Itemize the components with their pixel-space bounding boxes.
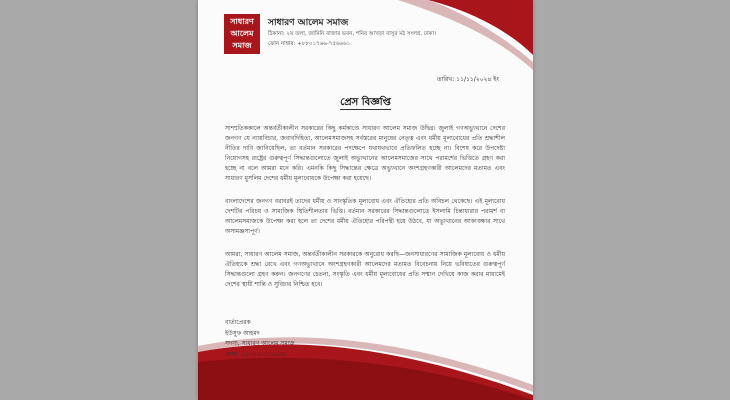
signature-name: ইউসুফ আহমদ: [225, 329, 260, 337]
org-address: ঠিকানা: ২য় তলা, জামিনি বাজার ভবন, শনির আখড়া বাসুর মঠ সংলগ্ন, ঢাকা।: [268, 31, 436, 37]
page-title: [198, 95, 533, 112]
logo-line: সমাজ: [232, 41, 252, 50]
backdrop-right: [532, 0, 730, 400]
logo-line: সাধারণ: [230, 17, 254, 26]
letter-body: [225, 124, 505, 303]
letter-page: [198, 0, 533, 400]
logo-line: আলেম: [230, 29, 254, 38]
letter-date: তারিখ: ১১/১১/২০২৪ ইং: [437, 76, 499, 83]
signature-role: সদস্য, সাধারণ আলেম সমাজ: [225, 340, 295, 347]
body-paragraph: আমরা, সাধারণ আলেম সমাজ, অন্তর্বর্তীকালীন সরকারকে অনুরোধ করছি—জনসাধারণের সামাজিক মূল্যবোধ ও ধর্মীয় ঐতিহ্যকে শ্রদ্ধা রেখে এবং গণঅভ্যুত্থানে অংশগ্রহণকারী আলেমদের মতামত বিবেচনায় নিয়ে ভবিষ্যতের গুরুত্বপূর্ণ সিদ্ধান্তগুলো গ্রহণ করুন। জনগণের চেতনা, সংস্কৃতি এবং ধর্মীয় মূল্যবোধের প্রতি সম্মান দেখিয়ে কাজ করার মাধ্যমেই দেশের স্থায়ী শান্তি ও সুবিচার নিশ্চিত হবে।: [225, 251, 505, 288]
title-text: প্রেস বিজ্ঞপ্তি: [340, 97, 391, 108]
signature-block: [225, 318, 295, 360]
signature-phone: ফোন: ০১৭০৪-৭১৪৪৪৯: [225, 350, 287, 358]
backdrop-left: [0, 0, 198, 400]
body-paragraph: সাম্প্রতিককালে অন্তর্বর্তীকালীন সরকারের কিছু কর্মকাণ্ডে সাধারণ আলেম সমাজ উদ্বিগ্ন। জুলাই গণঅভ্যুত্থানে দেশের জনগণ যে ন্যায়বিচার, জবাবদিহিতা, আলেমসমাজসহ সর্বস্তরের মানুষের নেতৃত্ব এবং ধর্মীয় মূল্যবোধের প্রতি শ্রদ্ধাশীল নীতির দাবি জানিয়েছিল, তা বর্তমান সরকারের পদক্ষেপে যথাযথভাবে প্রতিফলিত হচ্ছে না। বিশেষ করে উপদেষ্টা নিয়োগসহ রাষ্ট্রের গুরুত্বপূর্ণ সিদ্ধান্তগুলোতে জুলাই অভ্যুত্থানের আলেমসমাজের সাথে পরামর্শের ভিত্তিতে গ্রহণ করা হচ্ছে না বলে আমরা মনে করি। এমনকি কিছু সিদ্ধান্তের ক্ষেত্রে অভ্যুত্থানে অংশগ্রহণকারী আলেমদের মতামত এবং সাধারণ মুসলিম দেশের ধর্মীয় মূল্যবোধকে উপেক্ষা করা হয়েছে।: [225, 125, 505, 182]
org-phone: ফোন নাম্বার: +৮৮০১৭৬৬-৭৫৬৬৬১: [268, 41, 351, 47]
org-logo: [224, 14, 260, 54]
body-paragraph: বাংলাদেশের জনগণ বরাবরই তাদের ধর্মীয় ও সাংস্কৃতিক মূল্যবোধ এবং ঐতিহ্যের প্রতি অবিচল থেকেছে। এই মূল্যবোধ দেশটির পরিচয় ও সামাজিক স্থিতিশীলতার ভিত্তি। বর্তমান সরকারের সিদ্ধান্তগুলোতে ইসলামি চিন্তাধারার পরামর্শ বা আলেমসমাজকে উপেক্ষা করা হলে তা দেশের ধর্মীয় ঐতিহ্যের পরিপন্থী হয়ে উঠবে, যা অভ্যুত্থানের আকাঙ্ক্ষার সাথে অসামঞ্জস্যপূর্ণ।: [225, 198, 505, 235]
signature-label: বার্তাপ্রেরক: [225, 319, 251, 326]
org-name: সাধারণ আলেম সমাজ: [268, 18, 349, 28]
